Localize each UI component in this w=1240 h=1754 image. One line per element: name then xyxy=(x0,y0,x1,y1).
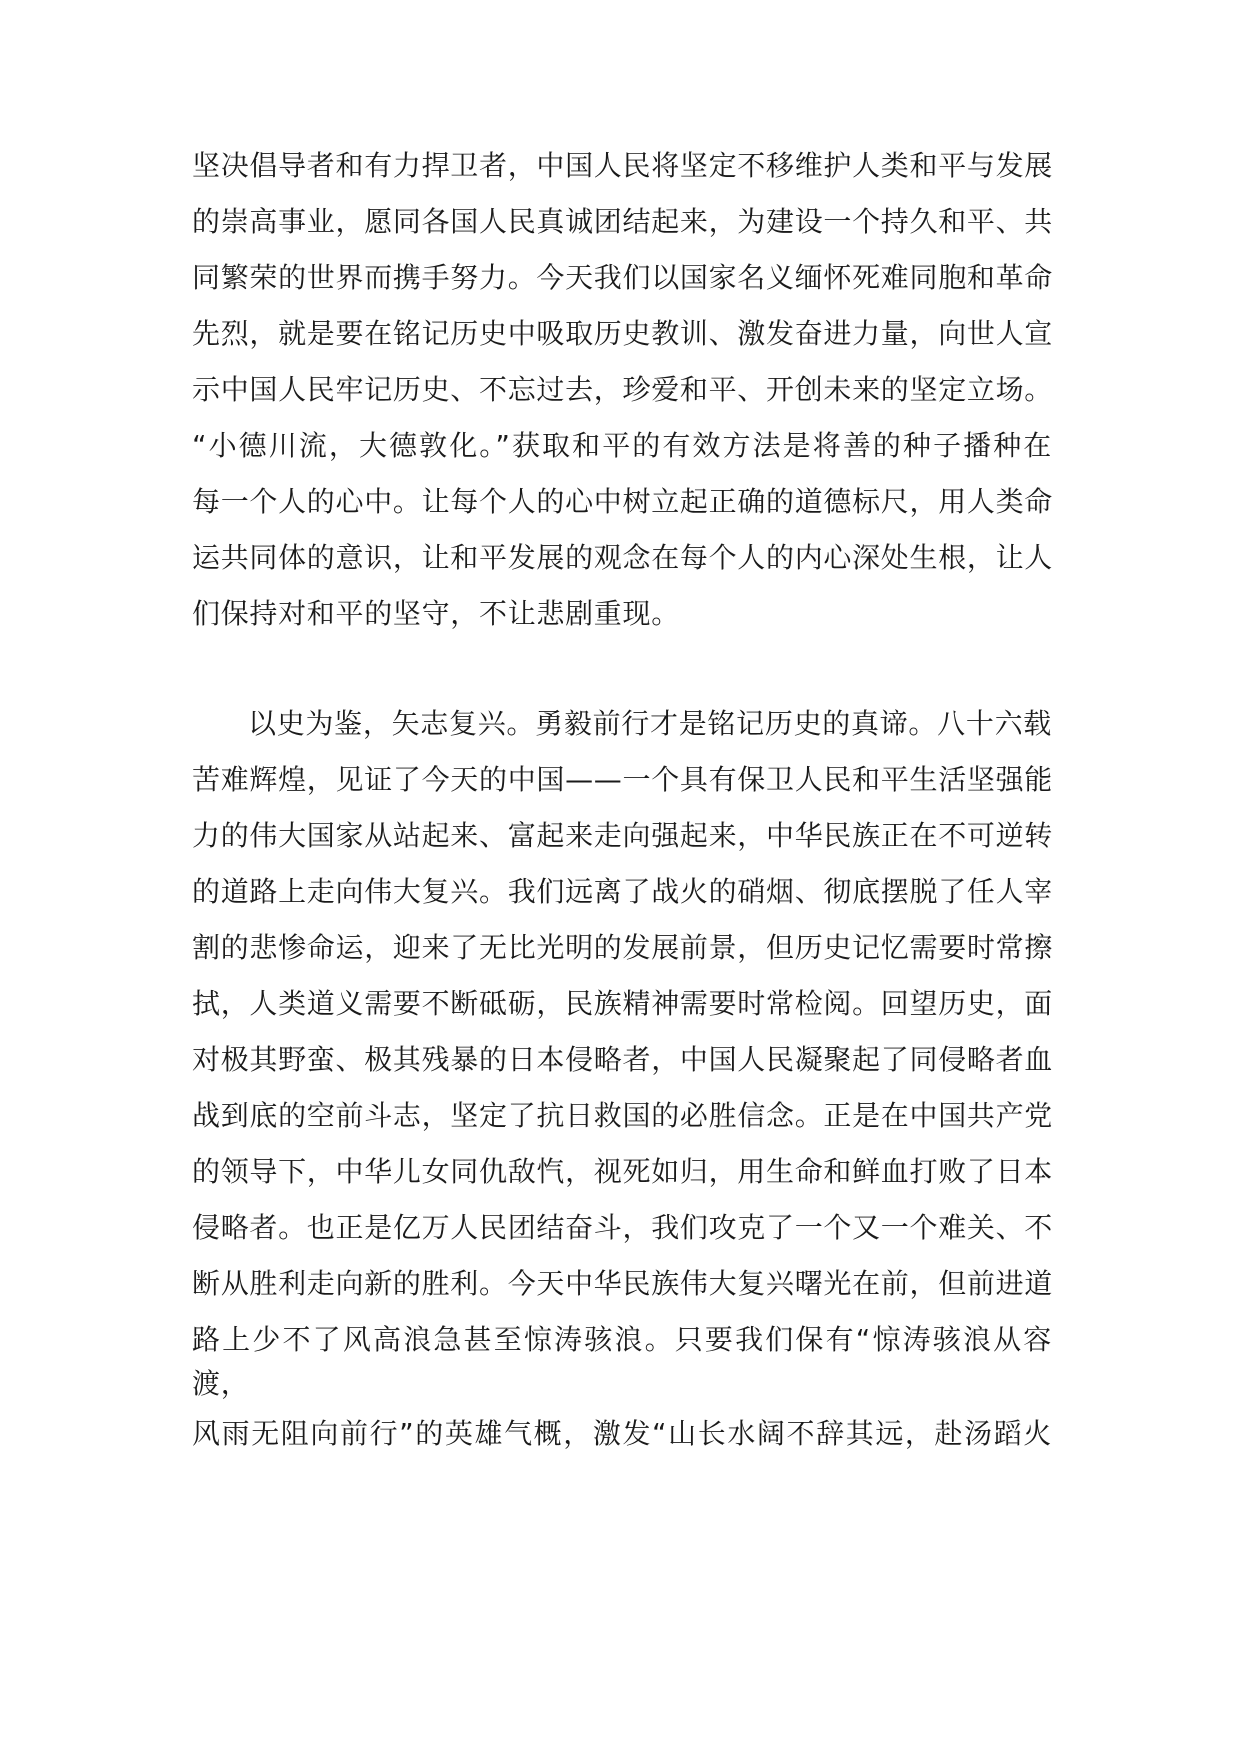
text-line: 战到底的空前斗志，坚定了抗日救国的必胜信念。正是在中国共产党 xyxy=(192,1099,1054,1132)
text-line: 对极其野蛮、极其残暴的日本侵略者，中国人民凝聚起了同侵略者血 xyxy=(192,1043,1054,1076)
text-line: 拭，人类道义需要不断砥砺，民族精神需要时常检阅。回望历史，面 xyxy=(192,987,1054,1020)
text-line: 运共同体的意识，让和平发展的观念在每个人的内心深处生根，让人 xyxy=(192,541,1054,574)
text-line: 苦难辉煌，见证了今天的中国——一个具有保卫人民和平生活坚强能 xyxy=(192,763,1054,796)
text-line: “小德川流，大德敦化。”获取和平的有效方法是将善的种子播种在 xyxy=(192,429,1052,462)
text-line: 的崇高事业，愿同各国人民真诚团结起来，为建设一个持久和平、共 xyxy=(192,205,1054,238)
text-line: 割的悲惨命运，迎来了无比光明的发展前景，但历史记忆需要时常擦 xyxy=(192,931,1054,964)
text-line: 示中国人民牢记历史、不忘过去，珍爱和平、开创未来的坚定立场。 xyxy=(192,373,1054,406)
text-line: 以史为鉴，矢志复兴。勇毅前行才是铭记历史的真谛。八十六载 xyxy=(248,707,1052,740)
text-line: 们保持对和平的坚守，不让悲剧重现。 xyxy=(192,597,680,630)
text-line: 断从胜利走向新的胜利。今天中华民族伟大复兴曙光在前，但前进道 xyxy=(192,1267,1054,1300)
text-line: 的领导下，中华儿女同仇敌忾，视死如归，用生命和鲜血打败了日本 xyxy=(192,1155,1054,1188)
text-line: 每一个人的心中。让每个人的心中树立起正确的道德标尺，用人类命 xyxy=(192,485,1054,518)
text-line: 风雨无阻向前行”的英雄气概，激发“山长水阔不辞其远，赴汤蹈火 xyxy=(192,1417,1052,1450)
text-line: 的道路上走向伟大复兴。我们远离了战火的硝烟、彻底摆脱了任人宰 xyxy=(192,875,1054,908)
text-line: 力的伟大国家从站起来、富起来走向强起来，中华民族正在不可逆转 xyxy=(192,819,1054,852)
text-line: 渡， xyxy=(192,1367,250,1400)
text-line: 先烈，就是要在铭记历史中吸取历史教训、激发奋进力量，向世人宣 xyxy=(192,317,1054,350)
text-line: 侵略者。也正是亿万人民团结奋斗，我们攻克了一个又一个难关、不 xyxy=(192,1211,1054,1244)
text-line: 同繁荣的世界而携手努力。今天我们以国家名义缅怀死难同胞和革命 xyxy=(192,261,1054,294)
text-line: 路上少不了风高浪急甚至惊涛骇浪。只要我们保有“惊涛骇浪从容 xyxy=(192,1323,1052,1356)
text-line: 坚决倡导者和有力捍卫者，中国人民将坚定不移维护人类和平与发展 xyxy=(192,149,1054,182)
